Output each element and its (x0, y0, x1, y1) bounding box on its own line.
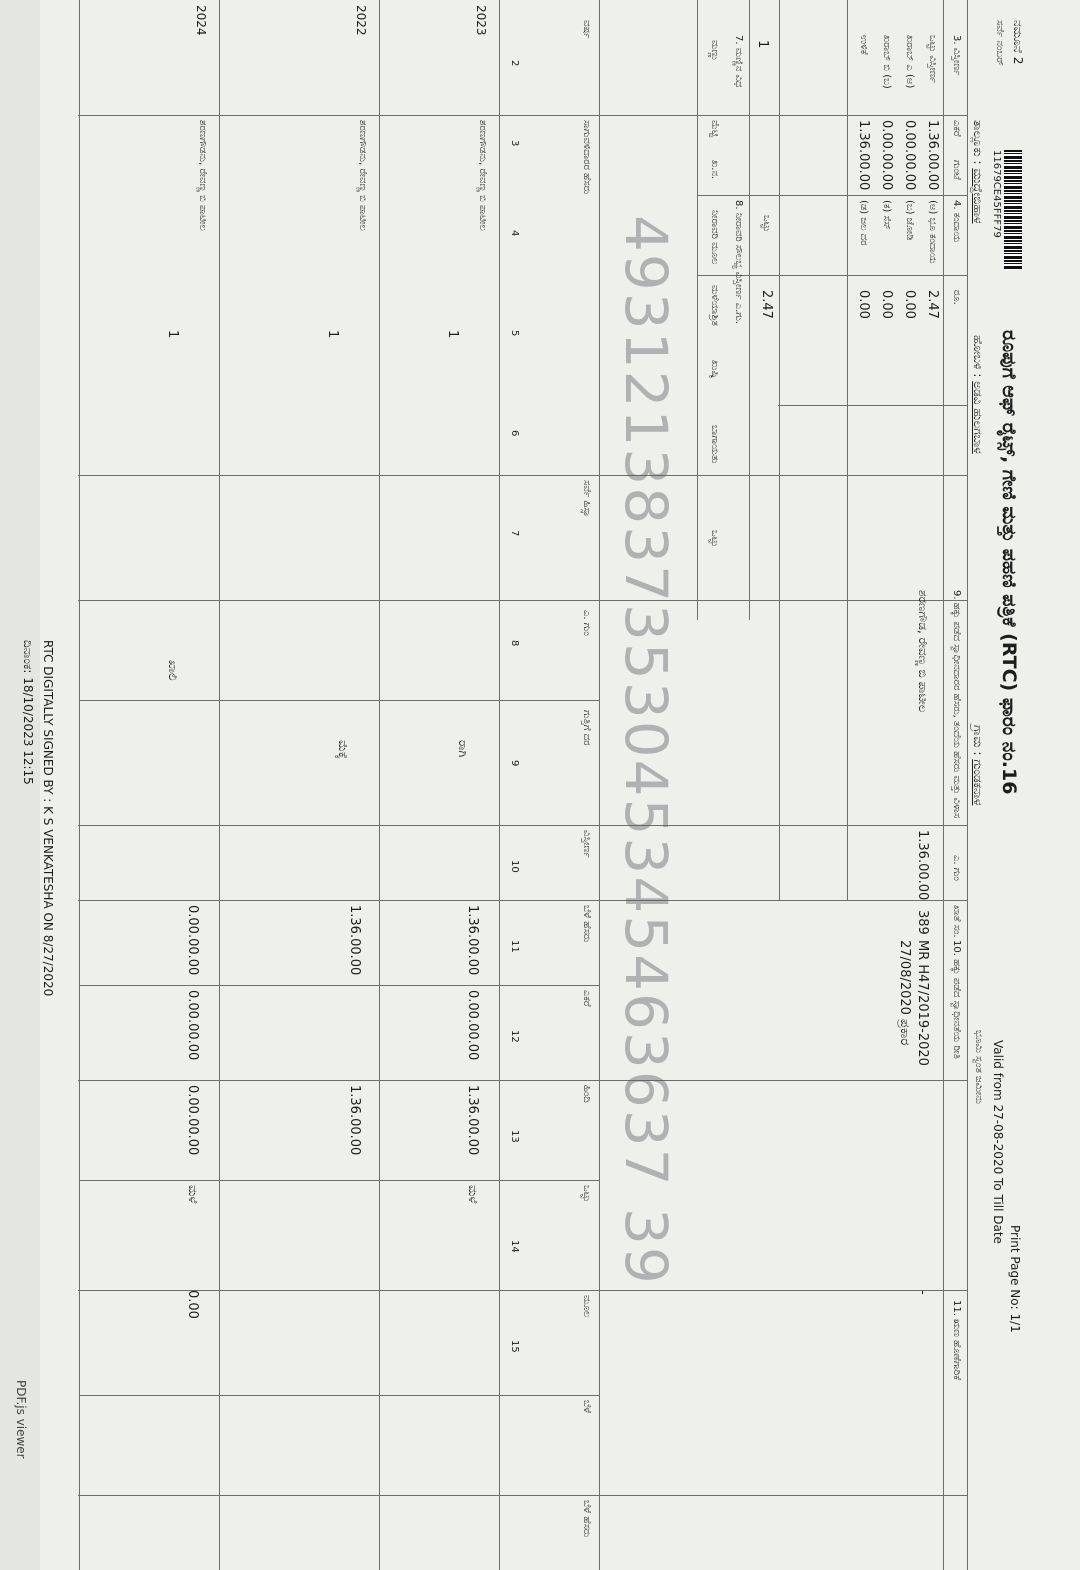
col3-unit-acre: ಎಕರೆ (951, 120, 962, 137)
crop-header: ಗುತ್ತಿಗೆ ದರ (581, 710, 592, 746)
col7-title: 7. ಮಣ್ಣಿನ ವಿಧ (733, 35, 744, 88)
crop-row-crop: ಖಾಲಿ (166, 660, 180, 681)
crop-row-year: 2022 (354, 5, 368, 36)
col-number: 4 (509, 230, 520, 237)
soil-header: ಖುಷ್ಕಿ (709, 360, 720, 379)
land-row-label: ಉಳಿಕೆ (858, 35, 869, 55)
col9-title: 9. ಹಕ್ಕು ಪಡೆದ ಸ್ವಾಧೀನದಾರರ ಹೆಸರು, ತಂದೆಯ ಹೆಸರು ಮತ್ತು ವಿಳಾಸ (951, 590, 962, 819)
crop-row-crop: ಮೆಕ್ಕೆ (336, 740, 350, 759)
col-number: 10 (509, 860, 520, 873)
crop-row-count: 1 (445, 330, 460, 339)
col-number: 5 (509, 330, 520, 337)
col11-title: 11. ಋಣ ಹೊಣೆಗಾರಿಕೆ (951, 1300, 962, 1381)
print-date: ದಿನಾಂಕ: 18/10/2023 12:15 (21, 640, 35, 785)
crop-row-extra: 0.00 (185, 1290, 200, 1319)
crop-header: ಎಕರೆ (581, 990, 592, 1007)
crop-row-name: ಶರಣಗೌಡನು, ರೇವಣ್ಣ ಬಿ ಪಾಟೀಲ (357, 120, 368, 231)
crop-header: ಸಾಗುವಳಿದಾರರ ಹೆಸರು (581, 120, 592, 195)
khata-number: 389 (915, 910, 930, 935)
crop-header: ಬೆಳೆ ಹೆಸರು (581, 905, 592, 943)
sale-label: ಭೂಮಿ ಸ್ವಂತ ಜಮೀನು (973, 1030, 984, 1104)
land-row-label: ಖರಾಬ್ ಎ (ಅ) (904, 35, 915, 89)
col10-title: 10. ಹಕ್ಕು ಪಡೆದ ಸ್ವಾಧೀನತೆಯ ರೀತಿ (951, 940, 962, 1059)
total-value: 2.47 (759, 290, 774, 319)
col3-unit-gunta: ಗುಂಟೆ (951, 160, 962, 180)
col4-unit-rs: ರೂ. (951, 290, 962, 305)
crop-header: ಒಟ್ಟು (581, 1185, 592, 1203)
soil-header: ಬಾಗಾಯತು (709, 425, 720, 464)
area-units: ಎ. ಗುಂ (951, 855, 962, 881)
crop-row-count: 1 (165, 330, 180, 339)
taluk-value: ಮುದ್ದೇಬಿಹಾಳ (971, 168, 985, 224)
crop-header: ಬೆಳೆ (581, 1400, 592, 1414)
col-number: 15 (509, 1340, 520, 1353)
col-number: 6 (509, 430, 520, 437)
land-row-rev: 0.00 (879, 290, 894, 319)
land-row-rev: 0.00 (856, 290, 871, 319)
crop-row-area: 0.00.00.00 (185, 905, 200, 976)
land-row-rev: 2.47 (925, 290, 940, 319)
col4-title: 4. ಕಂದಾಯ (951, 200, 962, 243)
col-number: 2 (509, 60, 520, 67)
village-value: ಗುಂಡಕನಾಳ (971, 759, 985, 806)
print-page: Print Page No: 1/1 (1008, 1225, 1022, 1333)
land-row-type: (ಬ) ಜೋಡಿ (904, 200, 915, 241)
total-label: ಒಟ್ಟು (761, 215, 772, 233)
mutation-date: 27/08/2020 ಪ್ರಕಾರ (897, 940, 912, 1046)
land-row-rev: 0.00 (902, 290, 917, 319)
crop-row-a11: 0.00.00.00 (185, 990, 200, 1061)
crop-header: ಹಿಂದಿ (581, 1085, 592, 1103)
barcode (1004, 150, 1022, 270)
crop-header: ಬೆಳೆ ಹೆಸರು (581, 1500, 592, 1538)
row-number: 1 (755, 40, 770, 49)
barcode-text: 11679CE45FFF79 (991, 150, 1002, 238)
crop-header: ವಿಸ್ತೀರ್ಣ (581, 830, 592, 858)
owner-area: 1.36.00.00 (915, 830, 930, 901)
taluk-label: ತಾಲ್ಲೂಕು : (971, 120, 985, 169)
col3-title: 3. ವಿಸ್ತೀರ್ಣ (951, 35, 962, 76)
viewer-title: PDF.js viewer (14, 1380, 28, 1459)
crop-header: ಸರ್ವೆ ಹಿಸ್ಸಾ (581, 480, 592, 518)
owner-name: ಶರಣಗೌಡ, ರೇವಣ್ಣ ಬಿ ಪಾಟೀಲ (916, 590, 930, 713)
land-row-area: 0.00.00.00 (902, 120, 917, 191)
land-row-type: (ಅ) ಭೂ ಕಂದಾಯ (927, 200, 938, 264)
crop-row-area: 1.36.00.00 (465, 905, 480, 976)
land-row-label: ಖರಾಬ್ ಬಿ (ಬ) (881, 35, 892, 89)
hobli-value: ಅಡವಿ ಹುಲಗಬಾಳ (971, 381, 985, 454)
crop-row-year: 2024 (194, 5, 208, 36)
mutation-ref: MR H47/2019-2020 (915, 940, 930, 1066)
land-row-area: 1.36.00.00 (925, 120, 940, 191)
crop-row-crop: ರಾಗಿ (456, 740, 470, 758)
survey-label: ಸರ್ವೆ ನಂಬರ್ (994, 20, 1005, 66)
page-title: ರೂಪುಗೆ ಆಫ್ ರೈಟ್ಸ್, ಗೇಣಿ ಮತ್ತು ಪಹಣಿ ಪತ್ರಿಕೆ (RTC) ಫಾರಂ ನಂ.16 (998, 330, 1020, 795)
hobli-label: ಹೋಬಳಿ : (971, 335, 985, 382)
soil-header: ನೀರಾವರಿ ಮೂಲ (709, 210, 720, 265)
valid-from: Valid from 27-08-2020 To Till Date (991, 1040, 1005, 1244)
crop-row-count: 1 (325, 330, 340, 339)
crop-row-source: ಮಳೆ (186, 1185, 200, 1204)
verification-watermark: 4931213837353045345463637 39 (612, 215, 680, 1286)
soil-header: ಖ.ನ. (709, 160, 720, 180)
col-number: 3 (509, 140, 520, 147)
col8-title: 8. ನೀರಾವರಿ ಸೌಲಭ್ಯ ವಿಸ್ತೀರ್ಣ ಎ.ಗು. (733, 200, 744, 325)
season-label: ವರ್ಷ (581, 20, 592, 39)
crop-row-year: 2023 (474, 5, 488, 36)
col-number: 9 (509, 760, 520, 767)
crop-row-a11: 0.00.00.00 (465, 990, 480, 1061)
col-number: 14 (509, 1240, 520, 1253)
crop-row-name: ಶರಣಗೌಡನು, ರೇವಣ್ಣ ಬಿ ಪಾಟೀಲ (477, 120, 488, 231)
digital-signature: RTC DIGITALLY SIGNED BY : K S VENKATESHA ON 8/27/2020 (41, 640, 55, 997)
land-row-type: (ಕ) ಸೆಸ್ (881, 200, 892, 230)
soil-header: ಮಳೆಯಾಶ್ರಿತ (709, 285, 720, 326)
col-number: 12 (509, 1030, 520, 1043)
crop-header: ಎ. ಗುಂ (581, 610, 592, 636)
land-row-area: 1.36.00.00 (856, 120, 871, 191)
village-label: ಗ್ರಾಮ : (971, 725, 985, 760)
crop-header: ಮೂಲ (581, 1295, 592, 1318)
crop-row-a12: 0.00.00.00 (185, 1085, 200, 1156)
soil-header: ಒಟ್ಟು (709, 530, 720, 548)
crop-row-source: ಮಳೆ (466, 1185, 480, 1204)
land-row-label: ಒಟ್ಟು ವಿಸ್ತೀರ್ಣ (927, 35, 938, 84)
crop-row-name: ಶರಣಗೌಡನು, ರೇವಣ್ಣ ಬಿ ಪಾಟೀಲ (197, 120, 208, 231)
col-number: 13 (509, 1130, 520, 1143)
khata-label: ಖಾತೆ ಸಂ. (951, 905, 962, 938)
land-row-area: 0.00.00.00 (879, 120, 894, 191)
crop-row-area: 1.36.00.00 (347, 905, 362, 976)
crop-row-a12: 1.36.00.00 (465, 1085, 480, 1156)
land-row-type: (ಡ) ಜಲ ದರ (858, 200, 869, 246)
liability-dash: - (915, 1290, 930, 1295)
col-number: 7 (509, 530, 520, 537)
soil-header: ಮಣ್ಣು (709, 40, 720, 62)
form-label: ನಮೂನೆ 2 (1011, 20, 1025, 65)
soil-header: ಮೆಟ್ಟಿ (709, 120, 720, 138)
col-number: 11 (509, 940, 520, 953)
crop-row-a12: 1.36.00.00 (347, 1085, 362, 1156)
col-number: 8 (509, 640, 520, 647)
